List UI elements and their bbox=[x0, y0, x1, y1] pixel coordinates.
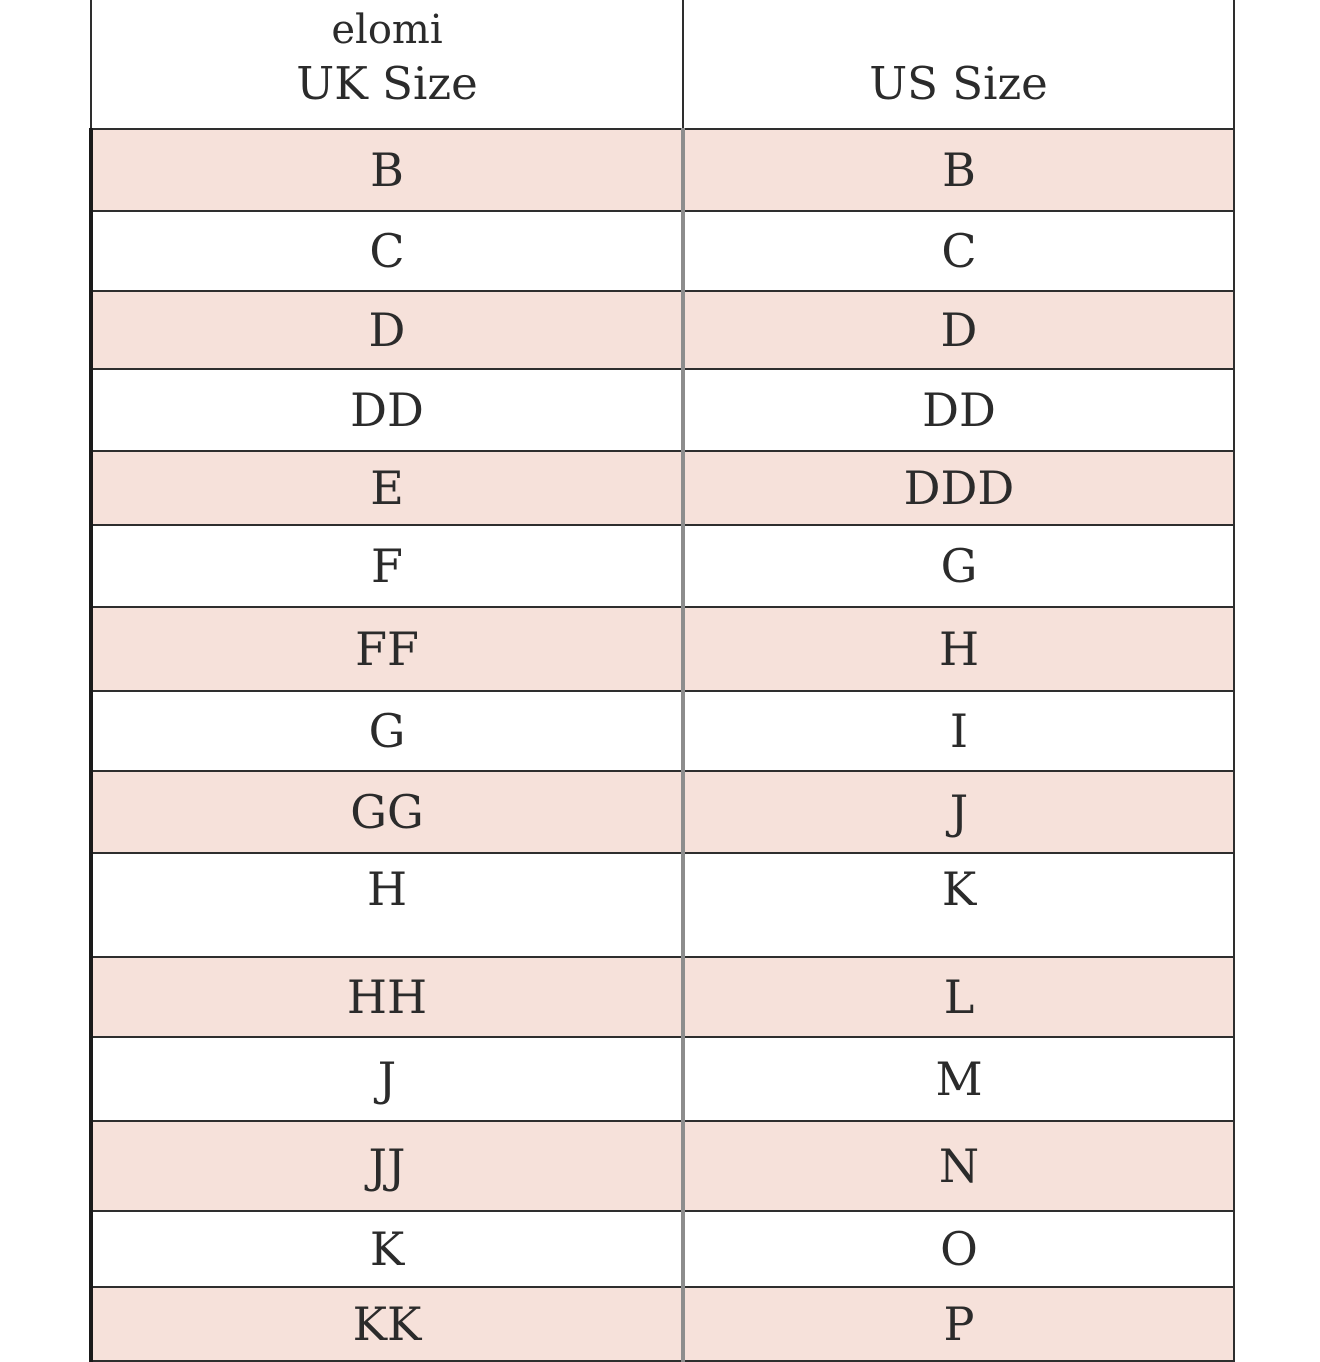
uk-size-cell: H bbox=[91, 853, 683, 957]
us-size-label: US Size bbox=[869, 57, 1048, 110]
uk-size-cell: GG bbox=[91, 771, 683, 853]
table-row bbox=[91, 1037, 1234, 1121]
us-size-cell: L bbox=[683, 957, 1234, 1037]
uk-size-cell: HH bbox=[91, 957, 683, 1037]
uk-size-cell: DD bbox=[91, 369, 683, 451]
table-row bbox=[91, 1287, 1234, 1361]
size-chart bbox=[89, 0, 1232, 1351]
table-row bbox=[91, 451, 1234, 525]
table-row bbox=[91, 291, 1234, 369]
uk-size-cell: J bbox=[91, 1037, 683, 1121]
us-size-cell: K bbox=[683, 853, 1234, 957]
table-header-row bbox=[91, 0, 1234, 129]
table-row bbox=[91, 691, 1234, 771]
uk-size-cell: K bbox=[91, 1211, 683, 1287]
uk-size-cell: KK bbox=[91, 1287, 683, 1361]
brand-name: elomi bbox=[331, 7, 443, 53]
uk-size-cell: D bbox=[91, 291, 683, 369]
us-size-cell: O bbox=[683, 1211, 1234, 1287]
table-row bbox=[91, 211, 1234, 291]
size-conversion-table bbox=[89, 0, 1235, 1362]
uk-size-cell: E bbox=[91, 451, 683, 525]
us-size-cell: D bbox=[683, 291, 1234, 369]
us-size-cell: N bbox=[683, 1121, 1234, 1211]
us-size-cell: C bbox=[683, 211, 1234, 291]
us-size-cell: P bbox=[683, 1287, 1234, 1361]
us-size-cell: H bbox=[683, 607, 1234, 691]
us-size-cell: I bbox=[683, 691, 1234, 771]
uk-size-cell: JJ bbox=[91, 1121, 683, 1211]
table-row bbox=[91, 607, 1234, 691]
table-row bbox=[91, 369, 1234, 451]
table-row bbox=[91, 771, 1234, 853]
uk-size-cell: C bbox=[91, 211, 683, 291]
us-size-cell: J bbox=[683, 771, 1234, 853]
uk-size-cell: B bbox=[91, 129, 683, 211]
us-size-cell: DDD bbox=[683, 451, 1234, 525]
us-size-cell: M bbox=[683, 1037, 1234, 1121]
table-row bbox=[91, 957, 1234, 1037]
table-row bbox=[91, 853, 1234, 957]
us-size-header bbox=[683, 0, 1234, 129]
uk-size-cell: G bbox=[91, 691, 683, 771]
us-size-cell: DD bbox=[683, 369, 1234, 451]
us-size-cell: B bbox=[683, 129, 1234, 211]
table-row bbox=[91, 1121, 1234, 1211]
table-row bbox=[91, 525, 1234, 607]
uk-size-cell: F bbox=[91, 525, 683, 607]
uk-size-header bbox=[91, 0, 683, 129]
us-size-cell: G bbox=[683, 525, 1234, 607]
uk-size-label: UK Size bbox=[296, 57, 478, 110]
uk-size-cell: FF bbox=[91, 607, 683, 691]
table-row bbox=[91, 129, 1234, 211]
table-row bbox=[91, 1211, 1234, 1287]
